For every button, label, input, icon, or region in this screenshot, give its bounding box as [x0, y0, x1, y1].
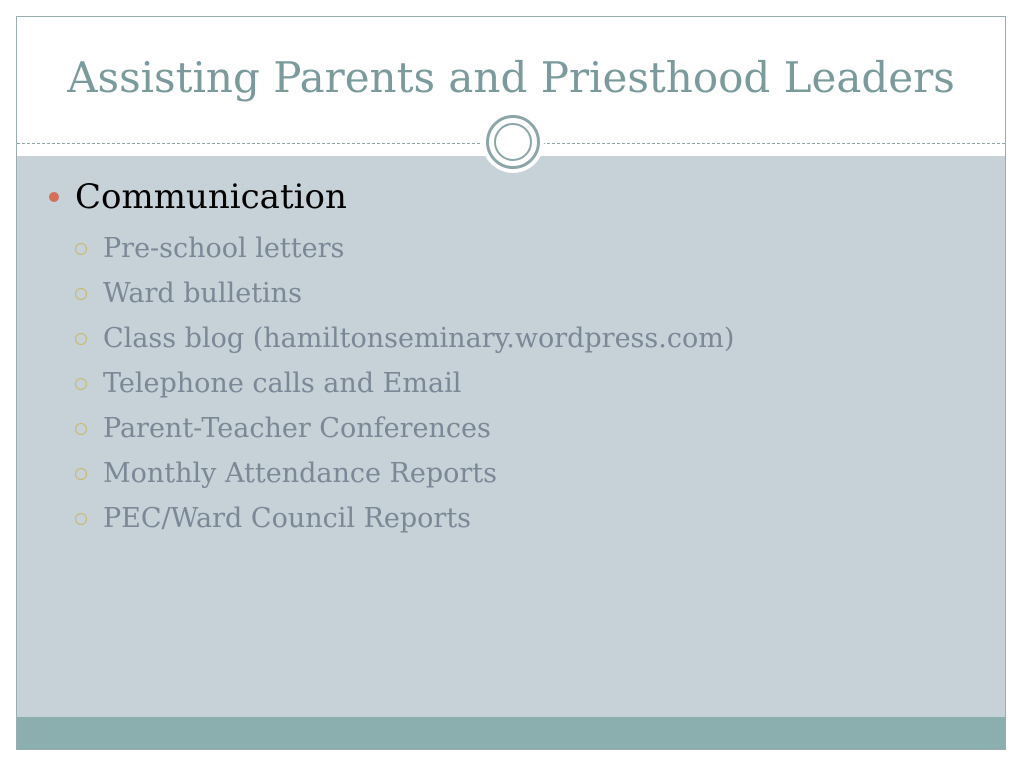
hollow-circle-bullet-icon [75, 333, 87, 345]
sub-bullet-item [75, 456, 975, 501]
slide [16, 16, 1006, 750]
hollow-circle-bullet-icon [75, 378, 87, 390]
sub-bullet-label: Parent-Teacher Conferences [103, 413, 491, 444]
sub-bullet-label: Telephone calls and Email [103, 368, 462, 399]
sub-bullet-label: Pre-school letters [103, 233, 345, 264]
filled-circle-bullet-icon [49, 192, 59, 202]
main-bullet-item [49, 177, 347, 217]
hollow-circle-bullet-icon [75, 468, 87, 480]
hollow-circle-bullet-icon [75, 243, 87, 255]
sub-bullet-label: Ward bulletins [103, 278, 302, 309]
sub-bullet-item [75, 276, 975, 321]
sub-bullet-item [75, 366, 975, 411]
hollow-circle-bullet-icon [75, 423, 87, 435]
sub-bullet-label: Monthly Attendance Reports [103, 458, 498, 489]
sub-bullet-item [75, 231, 975, 276]
bullet-list [17, 17, 1005, 749]
sub-bullet-list [75, 231, 975, 546]
main-bullet-label: Communication [75, 177, 347, 217]
slide-title: Assisting Parents and Priesthood Leaders [67, 53, 955, 102]
sub-bullet-item [75, 321, 975, 366]
sub-bullet-item [75, 501, 975, 546]
sub-bullet-label: Class blog (hamiltonseminary.wordpress.com) [103, 323, 735, 354]
sub-bullet-item [75, 411, 975, 456]
sub-bullet-label: PEC/Ward Council Reports [103, 503, 472, 534]
hollow-circle-bullet-icon [75, 288, 87, 300]
hollow-circle-bullet-icon [75, 513, 87, 525]
